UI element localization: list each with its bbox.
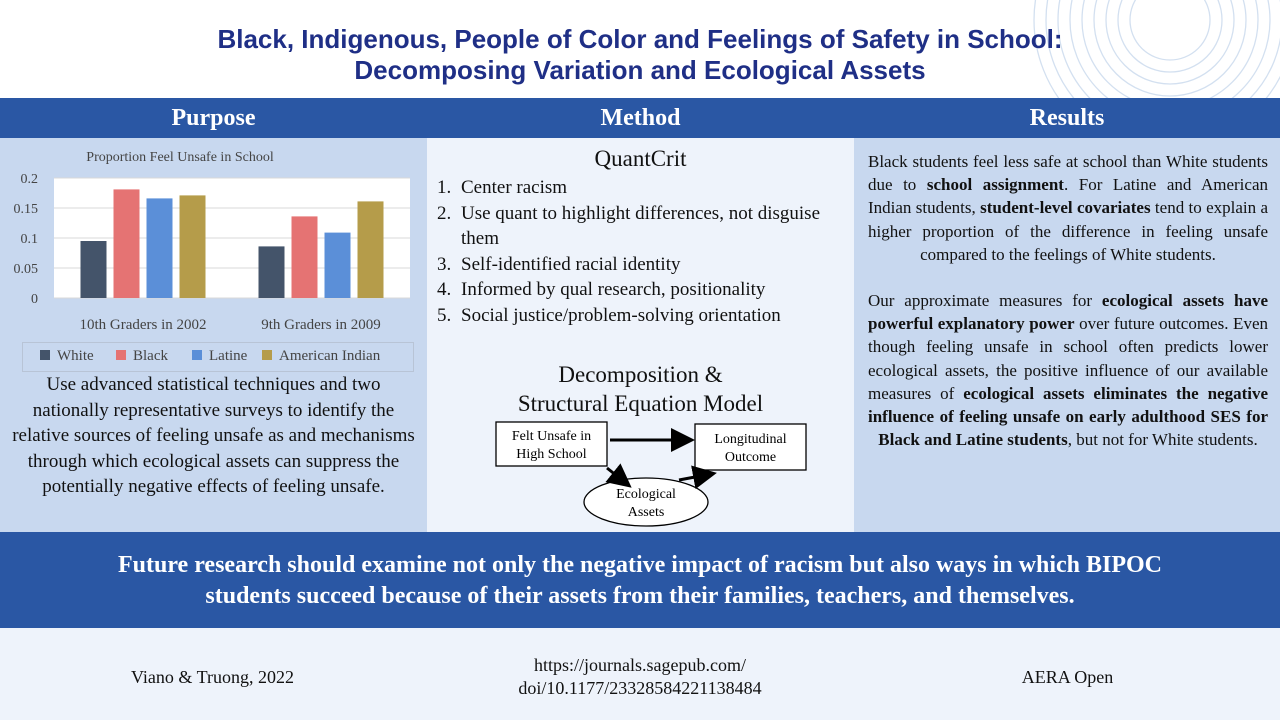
decomposition-title: Decomposition & Structural Equation Model xyxy=(517,362,764,416)
bar-white xyxy=(259,246,285,298)
legend-swatch xyxy=(40,350,50,360)
x-category-label: 10th Graders in 2002 xyxy=(79,317,207,333)
doi-link[interactable]: https://journals.sagepub.com/ doi/10.1177/23328584221138484 xyxy=(518,655,762,698)
legend-swatch xyxy=(192,350,202,360)
y-tick-label: 0.2 xyxy=(20,172,38,187)
chart-plot xyxy=(10,146,417,342)
bar-american-indian xyxy=(180,195,206,298)
title-line-2: Decomposing Variation and Ecological Assets xyxy=(354,55,926,85)
y-tick-label: 0.15 xyxy=(13,202,38,217)
sem-diagram xyxy=(427,416,854,528)
bar-white xyxy=(81,241,107,298)
bar-latine xyxy=(325,233,351,298)
bar-chart xyxy=(10,146,417,366)
list-item: 2. Use quant to highlight differences, not disguise them xyxy=(437,202,821,249)
chart-title: Proportion Feel Unsafe in School xyxy=(86,150,274,165)
quantcrit-title: QuantCrit xyxy=(594,146,687,171)
outcome-label-1: Longitudinal xyxy=(714,432,787,447)
outcome-label-2: Outcome xyxy=(724,450,777,465)
legend-item-white: White xyxy=(40,348,94,365)
list-item: 1. Center racism xyxy=(437,177,568,198)
conclusion-banner xyxy=(0,532,1280,628)
chart-legend xyxy=(22,342,414,372)
legend-item-black: Black xyxy=(116,348,168,365)
purpose-heading: Purpose xyxy=(171,105,256,131)
y-tick-label: 0 xyxy=(31,292,38,307)
poster-footer xyxy=(0,628,1280,720)
results-paragraph-2: Our approximate measures for ecological assets have powerful explanatory power over future outcomes. Even though feeling unsafe in school often predicts lower ecological assets, the positive influence of our available measures of ecological assets eliminates the negative influence of feeling unsafe on early adulthood SES for Black and Latine students, but not for White students. xyxy=(868,291,1268,450)
results-text xyxy=(868,150,1268,451)
method-panel xyxy=(427,138,854,532)
y-tick-label: 0.05 xyxy=(13,262,38,277)
list-item: 5. Social justice/problem-solving orientation xyxy=(437,304,781,326)
purpose-text: Use advanced statistical techniques and two nationally representative surveys to identify the relative sources of feeling unsafe as and mechanisms through which ecological assets can suppress the potentially negative effects of feeling unsafe. xyxy=(12,374,415,497)
bar-american-indian xyxy=(358,201,384,298)
felt-unsafe-label-2: High School xyxy=(516,447,587,462)
citation-authors: Viano & Truong, 2022 xyxy=(131,667,294,687)
results-panel xyxy=(854,138,1280,532)
page-title xyxy=(0,24,1280,86)
bar-latine xyxy=(147,198,173,298)
title-line-1: Black, Indigenous, People of Color and Feelings of Safety in School: xyxy=(217,24,1063,54)
ecological-label-2: Assets xyxy=(627,505,665,520)
legend-swatch xyxy=(116,350,126,360)
method-list xyxy=(437,175,847,328)
method-heading: Method xyxy=(600,105,681,131)
legend-item-american-indian: American Indian xyxy=(262,348,380,365)
bar-black xyxy=(114,189,140,298)
poster-header xyxy=(0,0,1280,98)
list-item: 4. Informed by qual research, positionality xyxy=(437,279,766,300)
results-heading: Results xyxy=(1029,105,1105,131)
y-tick-label: 0.1 xyxy=(20,232,38,247)
ecological-label-1: Ecological xyxy=(616,487,676,502)
x-category-label: 9th Graders in 2009 xyxy=(261,317,381,333)
legend-swatch xyxy=(262,350,272,360)
column-header-bar xyxy=(0,98,1280,138)
conclusion-text: Future research should examine not only the negative impact of racism but also ways in which BIPOC students succeed because of their assets from their families, teachers, and themselves. xyxy=(117,552,1162,609)
arrow-assets-to-outcome xyxy=(679,474,711,480)
journal-name: AERA Open xyxy=(1021,667,1114,687)
felt-unsafe-label-1: Felt Unsafe in xyxy=(511,429,592,444)
legend-item-latine: Latine xyxy=(192,348,247,365)
results-paragraph-1: Black students feel less safe at school than White students due to school assignment. For Latine and American Indian students, student-level covariates tend to explain a higher proportion of the difference in feeling unsafe compared to the feelings of White students. xyxy=(868,152,1268,264)
bar-black xyxy=(292,216,318,298)
list-item: 3. Self-identified racial identity xyxy=(437,253,681,275)
purpose-panel xyxy=(0,138,427,532)
